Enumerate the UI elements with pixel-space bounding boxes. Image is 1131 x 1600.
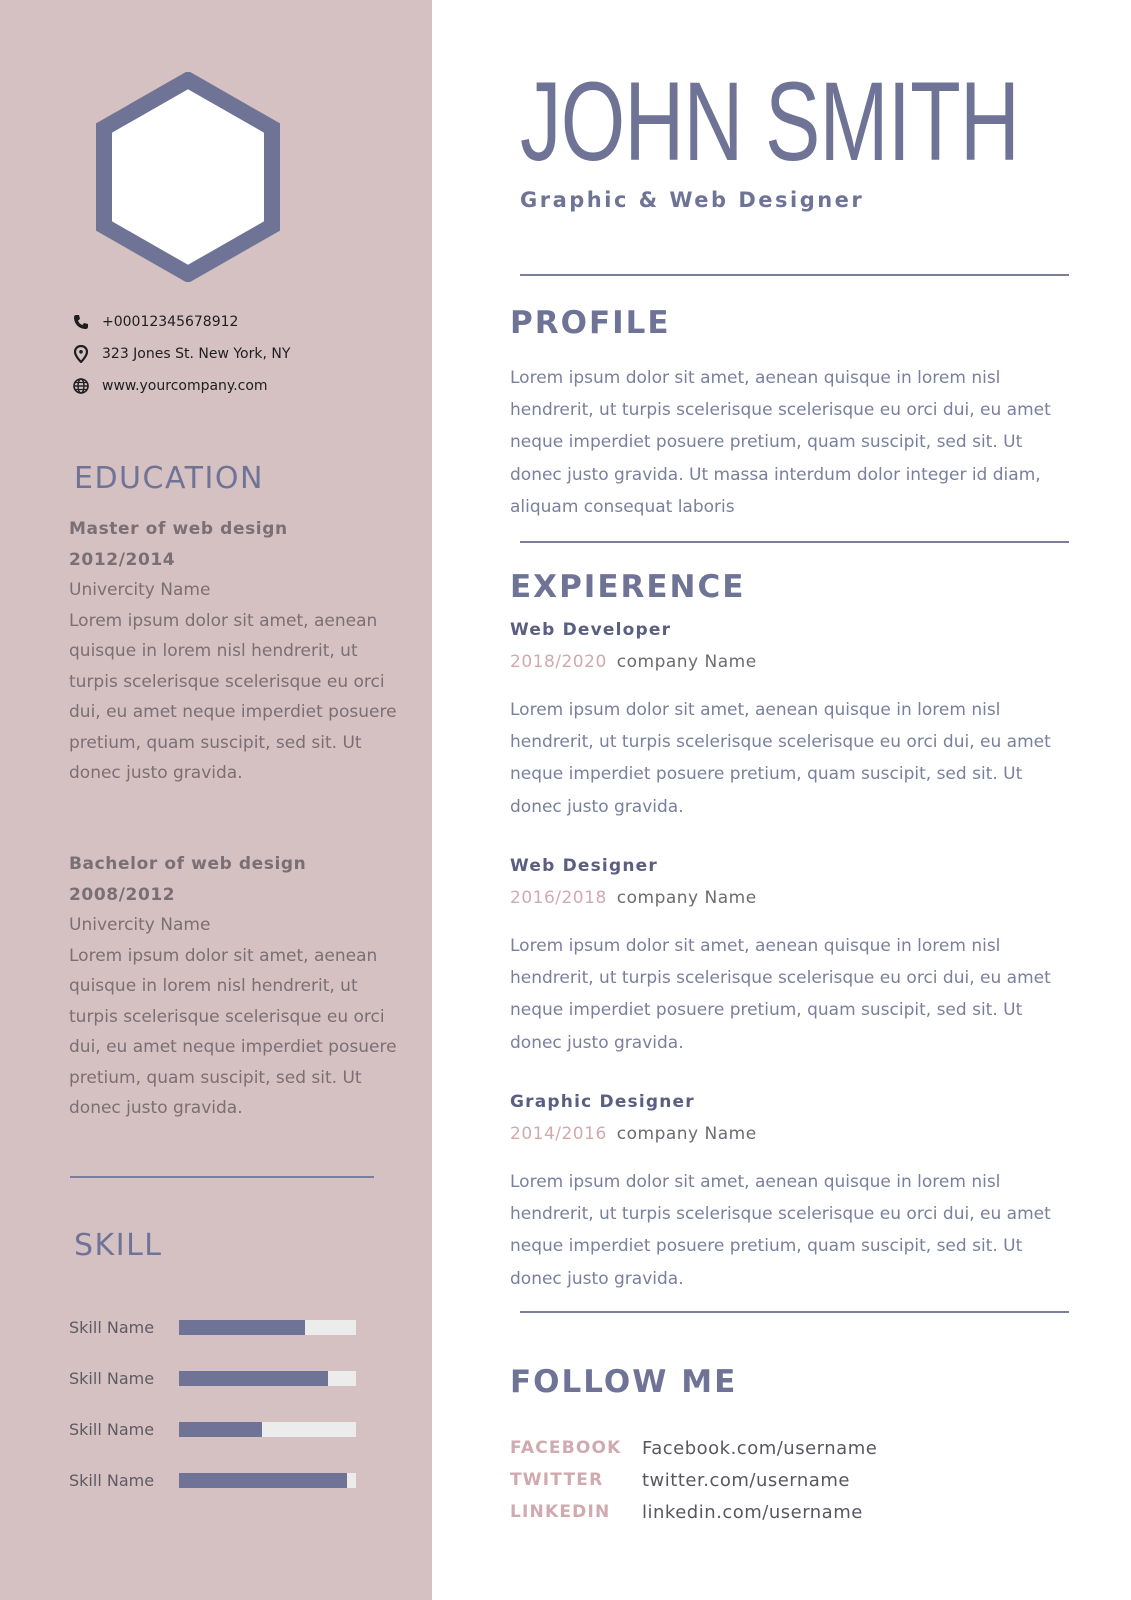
sidebar — [0, 0, 432, 1600]
skill-item — [69, 1302, 369, 1353]
skill-item — [69, 1404, 369, 1455]
social-url[interactable]: linkedin.com/username — [642, 1501, 863, 1523]
section-divider — [520, 274, 1069, 276]
job-meta — [510, 652, 1070, 684]
degree-description: Lorem ipsum dolor sit amet, aenean quisque in lorem nisl hendrerit, ut turpis scelerisque scelerisque eu orci dui, eu amet neque imperdiet posuere pretium, quam suscipit, sed sit. Ut donec justo gravida. — [69, 945, 397, 1118]
skill-list — [69, 1302, 369, 1506]
skill-bar-fill — [179, 1371, 328, 1386]
experience-heading: EXPIERENCE — [510, 569, 746, 605]
job-description: Lorem ipsum dolor sit amet, aenean quisque in lorem nisl hendrerit, ut turpis scelerisque scelerisque eu orci dui, eu amet neque imperdiet posuere pretium, quam suscipit, sed sit. Ut donec justo gravida. — [510, 1172, 1051, 1289]
skill-bar — [179, 1422, 356, 1437]
job-meta — [510, 1124, 1070, 1156]
education-heading: EDUCATION — [74, 461, 264, 496]
skill-bar — [179, 1473, 356, 1488]
job-meta — [510, 888, 1070, 920]
degree-years: 2012/2014 — [69, 549, 176, 570]
social-network-label: TWITTER — [510, 1470, 604, 1490]
job-description: Lorem ipsum dolor sit amet, aenean quisque in lorem nisl hendrerit, ut turpis scelerisque scelerisque eu orci dui, eu amet neque imperdiet posuere pretium, quam suscipit, sed sit. Ut donec justo gravida. — [510, 700, 1051, 817]
job-company: company Name — [616, 652, 757, 672]
section-divider — [520, 1311, 1069, 1313]
degree-name: Master of web design — [69, 519, 288, 539]
candidate-name: JOHN SMITH — [520, 59, 1020, 184]
job-description: Lorem ipsum dolor sit amet, aenean quisque in lorem nisl hendrerit, ut turpis scelerisque scelerisque eu orci dui, eu amet neque imperdiet posuere pretium, quam suscipit, sed sit. Ut donec justo gravida. — [510, 936, 1051, 1053]
contact-website[interactable] — [72, 370, 412, 402]
job-years: 2016/2018 — [510, 888, 607, 908]
school-name: Univercity Name — [69, 915, 211, 935]
skill-item — [69, 1353, 369, 1404]
skill-label: Skill Name — [69, 1318, 155, 1337]
contact-phone — [72, 306, 412, 338]
job-company: company Name — [616, 888, 757, 908]
social-url[interactable]: twitter.com/username — [642, 1469, 850, 1491]
social-network-label: FACEBOOK — [510, 1438, 622, 1458]
section-divider — [70, 1176, 374, 1178]
profile-text: Lorem ipsum dolor sit amet, aenean quisque in lorem nisl hendrerit, ut turpis scelerisque scelerisque eu orci dui, eu amet neque imperdiet posuere pretium, quam suscipit, sed sit. Ut donec justo gravida. Ut massa interdum dolor integer id diam, aliquam consequat laboris — [510, 368, 1051, 517]
social-url[interactable]: Facebook.com/username — [642, 1437, 878, 1459]
experience-item — [510, 856, 1070, 1059]
follow-heading: FOLLOW ME — [510, 1364, 738, 1400]
website-link[interactable]: www.yourcompany.com — [102, 378, 268, 394]
candidate-title: Graphic & Web Designer — [520, 188, 865, 212]
skill-label: Skill Name — [69, 1369, 155, 1388]
job-years: 2018/2020 — [510, 652, 607, 672]
education-item — [69, 849, 409, 1124]
education-item — [69, 514, 409, 789]
profile-photo-placeholder — [96, 72, 280, 282]
skill-bar-fill — [179, 1473, 347, 1488]
skill-heading: SKILL — [74, 1228, 163, 1263]
skill-bar — [179, 1320, 356, 1335]
social-network-label: LINKEDIN — [510, 1502, 611, 1522]
job-role: Graphic Designer — [510, 1092, 695, 1112]
location-pin-icon — [72, 345, 90, 363]
job-role: Web Designer — [510, 856, 658, 876]
social-links — [510, 1432, 1070, 1528]
social-item-linkedin[interactable] — [510, 1496, 1070, 1528]
skill-bar-fill — [179, 1422, 262, 1437]
skill-bar — [179, 1371, 356, 1386]
skill-bar-fill — [179, 1320, 305, 1335]
social-item-facebook[interactable] — [510, 1432, 1070, 1464]
profile-heading: PROFILE — [510, 305, 671, 341]
job-years: 2014/2016 — [510, 1124, 607, 1144]
school-name: Univercity Name — [69, 580, 211, 600]
phone-icon — [72, 313, 90, 331]
experience-item — [510, 1092, 1070, 1295]
skill-label: Skill Name — [69, 1471, 155, 1490]
degree-years: 2008/2012 — [69, 884, 176, 905]
phone-number: +00012345678912 — [102, 314, 239, 330]
degree-name: Bachelor of web design — [69, 854, 307, 874]
globe-icon — [72, 377, 90, 395]
degree-description: Lorem ipsum dolor sit amet, aenean quisque in lorem nisl hendrerit, ut turpis scelerisque scelerisque eu orci dui, eu amet neque imperdiet posuere pretium, quam suscipit, sed sit. Ut donec justo gravida. — [69, 610, 397, 783]
address-text: 323 Jones St. New York, NY — [102, 346, 291, 362]
social-item-twitter[interactable] — [510, 1464, 1070, 1496]
skill-label: Skill Name — [69, 1420, 155, 1439]
experience-item — [510, 620, 1070, 823]
job-role: Web Developer — [510, 620, 672, 640]
section-divider — [520, 541, 1069, 543]
contact-list — [72, 306, 412, 402]
contact-address — [72, 338, 412, 370]
skill-item — [69, 1455, 369, 1506]
job-company: company Name — [616, 1124, 757, 1144]
